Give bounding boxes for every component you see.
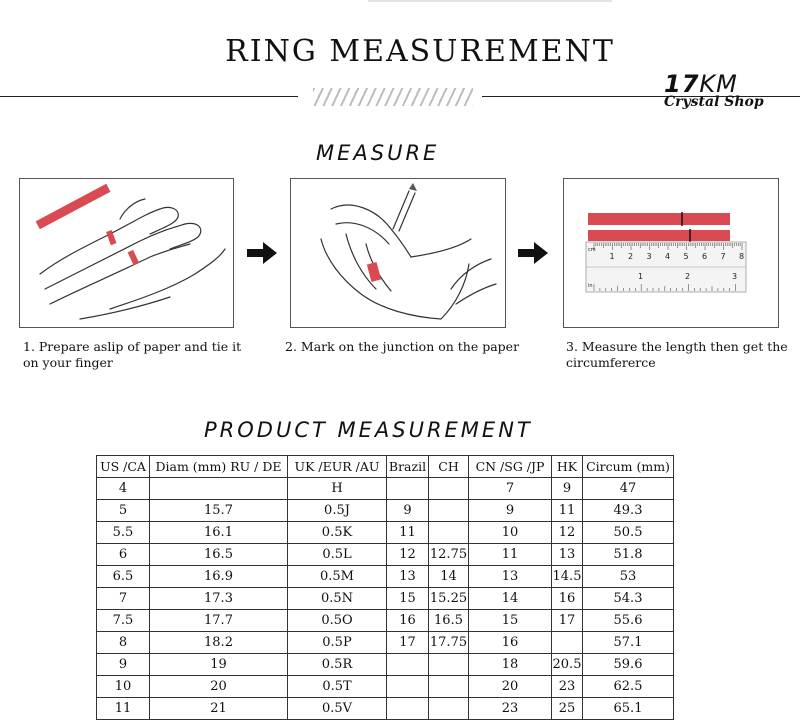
table-cell: 21 bbox=[150, 698, 288, 720]
table-cell: 14.5 bbox=[552, 566, 583, 588]
table-cell: 7 bbox=[469, 478, 552, 500]
table-row bbox=[97, 478, 674, 500]
table-cell: 0.5O bbox=[288, 610, 387, 632]
table-cell: 11 bbox=[97, 698, 150, 720]
table-cell: 0.5N bbox=[288, 588, 387, 610]
hand-with-paper-icon bbox=[20, 179, 233, 327]
table-cell: 5.5 bbox=[97, 522, 150, 544]
table-cell: 0.5P bbox=[288, 632, 387, 654]
table-cell: 15 bbox=[469, 610, 552, 632]
ruler-cm-label: 3 bbox=[646, 252, 652, 261]
arrow-right-icon bbox=[518, 242, 548, 264]
ruler-unit-label: in bbox=[588, 283, 593, 289]
table-cell bbox=[387, 478, 429, 500]
table-row bbox=[97, 522, 674, 544]
table-cell: 19 bbox=[150, 654, 288, 676]
table-header-cell: Circum (mm) bbox=[583, 456, 674, 478]
table-header-cell: CN /SG /JP bbox=[469, 456, 552, 478]
table-cell: 17 bbox=[387, 632, 429, 654]
table-row bbox=[97, 698, 674, 720]
table-header-cell: US /CA bbox=[97, 456, 150, 478]
table-cell: 62.5 bbox=[583, 676, 674, 698]
table-row bbox=[97, 566, 674, 588]
table-cell: 10 bbox=[469, 522, 552, 544]
table-cell: 17 bbox=[552, 610, 583, 632]
ruler-cm-label: 1 bbox=[609, 252, 615, 261]
table-cell: 7.5 bbox=[97, 610, 150, 632]
table-cell: 47 bbox=[583, 478, 674, 500]
ruler-with-paper-icon bbox=[564, 179, 778, 327]
ruler-inch-label: 2 bbox=[685, 272, 691, 281]
table-cell: 4 bbox=[97, 478, 150, 500]
table-cell: 20 bbox=[469, 676, 552, 698]
table-cell bbox=[387, 676, 429, 698]
table-row bbox=[97, 588, 674, 610]
table-cell: 18 bbox=[469, 654, 552, 676]
table-cell: 55.6 bbox=[583, 610, 674, 632]
table-cell: 9 bbox=[469, 500, 552, 522]
table-row bbox=[97, 654, 674, 676]
table-cell: 50.5 bbox=[583, 522, 674, 544]
hatch-decoration bbox=[313, 88, 473, 106]
table-cell: 17.7 bbox=[150, 610, 288, 632]
table-cell: 0.5K bbox=[288, 522, 387, 544]
marking-finger-icon bbox=[291, 179, 505, 327]
table-cell bbox=[429, 676, 469, 698]
table-cell: 20 bbox=[150, 676, 288, 698]
table-cell: 0.5T bbox=[288, 676, 387, 698]
table-cell bbox=[429, 654, 469, 676]
table-cell: 59.6 bbox=[583, 654, 674, 676]
table-cell bbox=[150, 478, 288, 500]
table-cell: 15.25 bbox=[429, 588, 469, 610]
table-cell: 10 bbox=[97, 676, 150, 698]
table-cell: 25 bbox=[552, 698, 583, 720]
table-cell: 14 bbox=[469, 588, 552, 610]
table-row bbox=[97, 544, 674, 566]
step2-caption: 2. Mark on the junction on the paper bbox=[285, 339, 520, 354]
table-cell: 12 bbox=[552, 522, 583, 544]
table-cell: 0.5J bbox=[288, 500, 387, 522]
step2-illustration bbox=[290, 178, 506, 328]
table-cell: 18.2 bbox=[150, 632, 288, 654]
section-heading-product: PRODUCT MEASUREMENT bbox=[204, 418, 533, 442]
table-cell: H bbox=[288, 478, 387, 500]
table-cell: 15 bbox=[387, 588, 429, 610]
brand-name: Crystal Shop bbox=[664, 94, 764, 110]
table-cell: 6 bbox=[97, 544, 150, 566]
table-cell: 12 bbox=[387, 544, 429, 566]
table-cell bbox=[552, 632, 583, 654]
table-cell bbox=[387, 654, 429, 676]
ruler-cm-label: 2 bbox=[628, 252, 634, 261]
table-cell: 16.1 bbox=[150, 522, 288, 544]
table-header-row bbox=[97, 456, 674, 478]
table-cell: 53 bbox=[583, 566, 674, 588]
step1-caption: 1. Prepare aslip of paper and tie it on your finger bbox=[23, 339, 242, 370]
table-cell: 16 bbox=[387, 610, 429, 632]
step1-illustration bbox=[19, 178, 234, 328]
step3-illustration bbox=[563, 178, 779, 328]
table-cell bbox=[429, 698, 469, 720]
ruler-cm-label: 7 bbox=[720, 252, 726, 261]
table-cell bbox=[429, 478, 469, 500]
table-cell: 65.1 bbox=[583, 698, 674, 720]
table-cell: 16.9 bbox=[150, 566, 288, 588]
top-divider bbox=[368, 0, 612, 2]
table-cell: 23 bbox=[469, 698, 552, 720]
table-cell: 49.3 bbox=[583, 500, 674, 522]
brand-suffix: KM bbox=[699, 70, 738, 98]
table-cell: 0.5R bbox=[288, 654, 387, 676]
table-cell: 5 bbox=[97, 500, 150, 522]
table-cell: 57.1 bbox=[583, 632, 674, 654]
table-cell: 6.5 bbox=[97, 566, 150, 588]
table-cell: 16.5 bbox=[150, 544, 288, 566]
ruler-cm-label: 4 bbox=[665, 252, 671, 261]
brand-logo bbox=[664, 72, 784, 110]
brand-number: 17 bbox=[664, 70, 700, 98]
ruler-inch-label: 1 bbox=[638, 272, 644, 281]
table-cell: 9 bbox=[552, 478, 583, 500]
table-row bbox=[97, 632, 674, 654]
table-cell: 7 bbox=[97, 588, 150, 610]
ruler-cm-label: 8 bbox=[739, 252, 745, 261]
table-cell: 11 bbox=[552, 500, 583, 522]
table-cell: 0.5L bbox=[288, 544, 387, 566]
table-cell: 17.3 bbox=[150, 588, 288, 610]
table-cell: 23 bbox=[552, 676, 583, 698]
table-cell: 12.75 bbox=[429, 544, 469, 566]
table-cell: 8 bbox=[97, 632, 150, 654]
table-header-cell: CH bbox=[429, 456, 469, 478]
table-cell: 16.5 bbox=[429, 610, 469, 632]
ruler-unit-label: cm bbox=[588, 247, 596, 253]
table-cell: 11 bbox=[469, 544, 552, 566]
table-cell: 13 bbox=[552, 544, 583, 566]
table-cell: 0.5M bbox=[288, 566, 387, 588]
table-cell: 13 bbox=[387, 566, 429, 588]
ruler-cm-label: 6 bbox=[702, 252, 708, 261]
table-cell: 16 bbox=[552, 588, 583, 610]
table-header-cell: Diam (mm) RU / DE bbox=[150, 456, 288, 478]
table-row bbox=[97, 676, 674, 698]
table-cell: 17.75 bbox=[429, 632, 469, 654]
table-row bbox=[97, 500, 674, 522]
table-cell: 11 bbox=[387, 522, 429, 544]
arrow-right-icon bbox=[247, 242, 277, 264]
table-cell bbox=[429, 522, 469, 544]
page-title: RING MEASUREMENT bbox=[225, 34, 615, 69]
table-header-cell: UK /EUR /AU bbox=[288, 456, 387, 478]
ruler-inch-label: 3 bbox=[732, 272, 738, 281]
table-cell: 54.3 bbox=[583, 588, 674, 610]
table-cell: 9 bbox=[97, 654, 150, 676]
table-header-cell: Brazil bbox=[387, 456, 429, 478]
table-cell bbox=[387, 698, 429, 720]
ruler-cm-label: 5 bbox=[683, 252, 689, 261]
title-rule-left bbox=[0, 96, 298, 97]
table-header-cell: HK bbox=[552, 456, 583, 478]
table-cell bbox=[429, 500, 469, 522]
section-heading-measure: MEASURE bbox=[316, 141, 440, 165]
table-cell: 51.8 bbox=[583, 544, 674, 566]
table-row bbox=[97, 610, 674, 632]
table-cell: 15.7 bbox=[150, 500, 288, 522]
table-cell: 0.5V bbox=[288, 698, 387, 720]
table-cell: 13 bbox=[469, 566, 552, 588]
step3-caption: 3. Measure the length then get the circumfererce bbox=[566, 339, 788, 370]
table-cell: 20.5 bbox=[552, 654, 583, 676]
table-cell: 9 bbox=[387, 500, 429, 522]
table-cell: 14 bbox=[429, 566, 469, 588]
size-chart-table bbox=[96, 455, 674, 720]
table-cell: 16 bbox=[469, 632, 552, 654]
